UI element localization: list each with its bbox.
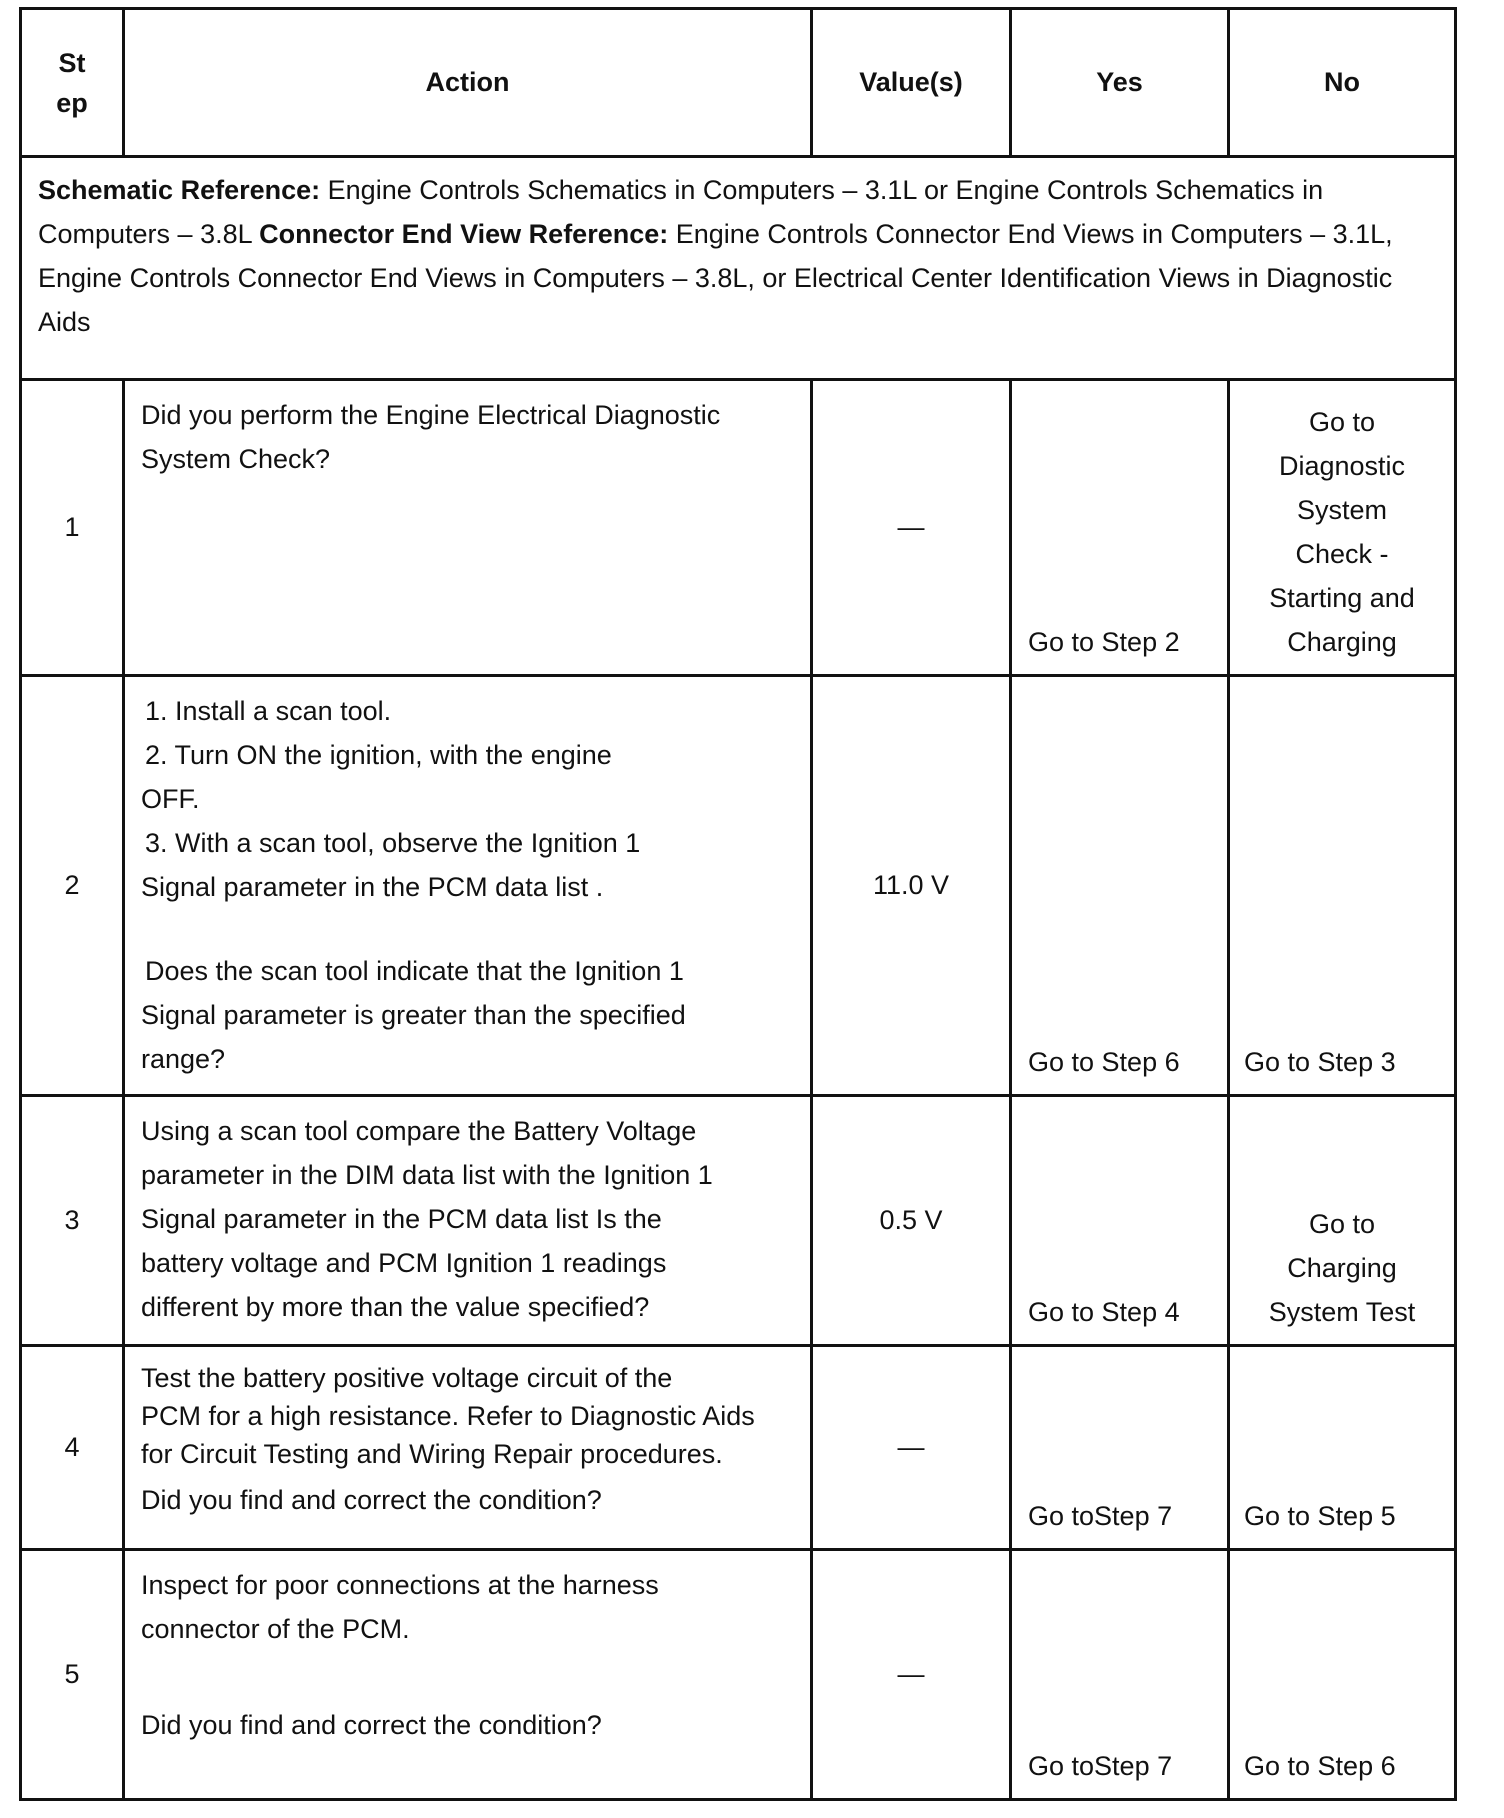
no-line: Go to (1308, 1209, 1376, 1239)
step-number: 4 (21, 1346, 124, 1550)
step-number: 3 (21, 1096, 124, 1346)
value-cell: 11.0 V (812, 676, 1011, 1096)
action-line: 3. With a scan tool, observe the Ignition 1 (145, 828, 641, 858)
action-cell (124, 1096, 812, 1346)
step-number: 5 (21, 1550, 124, 1800)
action-line: connector of the PCM. (141, 1614, 410, 1644)
reference-cell (21, 157, 1456, 380)
no-cell (1229, 1096, 1456, 1346)
schematic-reference-text: Engine Controls Schematics in Computers – 3.1L or Engine Controls Schematics in Computers – 3.8L (38, 175, 1324, 249)
action-line: Did you find and correct the condition? (141, 1710, 602, 1740)
header-yes: Yes (1011, 9, 1229, 157)
yes-cell: Go to Step 2 (1011, 380, 1229, 676)
action-line: range? (141, 1044, 226, 1074)
no-line: Check - (1295, 539, 1389, 569)
no-cell: Go to Step 3 (1229, 676, 1456, 1096)
no-cell: Go to Step 6 (1229, 1550, 1456, 1800)
yes-cell: Go to Step 4 (1011, 1096, 1229, 1346)
diagnostic-table (19, 7, 1457, 1801)
step-number: 1 (21, 380, 124, 676)
value-cell: — (812, 380, 1011, 676)
action-line: Does the scan tool indicate that the Ignition 1 (145, 956, 684, 986)
no-line: Go to (1308, 407, 1376, 437)
yes-cell: Go toStep 7 (1011, 1550, 1229, 1800)
schematic-reference-label: Schematic Reference: (38, 175, 321, 205)
no-line: Charging (1287, 1253, 1397, 1283)
action-line: parameter in the DIM data list with the Ignition 1 (141, 1160, 713, 1190)
yes-cell: Go to Step 6 (1011, 676, 1229, 1096)
action-line: Signal parameter in the PCM data list Is the (141, 1204, 662, 1234)
table-row (21, 1346, 1456, 1550)
action-line: Did you perform the Engine Electrical Diagnostic (141, 400, 721, 430)
header-step (21, 9, 124, 157)
header-step-line1: St (58, 47, 86, 78)
action-line: for Circuit Testing and Wiring Repair procedures. (141, 1439, 723, 1469)
no-line: Charging (1287, 627, 1397, 657)
action-line: Signal parameter is greater than the specified (141, 1000, 686, 1030)
action-line: Inspect for poor connections at the harness (141, 1570, 659, 1600)
action-line: Signal parameter in the PCM data list . (141, 872, 604, 902)
action-line: PCM for a high resistance. Refer to Diagnostic Aids (141, 1401, 755, 1431)
action-cell (124, 1346, 812, 1550)
header-action: Action (124, 9, 812, 157)
table-row (21, 1096, 1456, 1346)
no-line: System Test (1268, 1297, 1416, 1327)
action-line: Using a scan tool compare the Battery Voltage (141, 1116, 697, 1146)
yes-cell: Go toStep 7 (1011, 1346, 1229, 1550)
action-cell (124, 676, 812, 1096)
header-step-line2: ep (56, 87, 88, 118)
action-line: System Check? (141, 444, 331, 474)
value-cell: — (812, 1550, 1011, 1800)
action-line: 1. Install a scan tool. (145, 696, 392, 726)
header-row (21, 9, 1456, 157)
header-no: No (1229, 9, 1456, 157)
step-number: 2 (21, 676, 124, 1096)
action-cell (124, 380, 812, 676)
no-line: Diagnostic (1278, 451, 1406, 481)
table-row (21, 380, 1456, 676)
table-row (21, 1550, 1456, 1800)
action-line: 2. Turn ON the ignition, with the engine (145, 740, 612, 770)
table-row (21, 676, 1456, 1096)
connector-reference-text: Engine Controls Connector End Views in Computers – 3.1L, Engine Controls Connector End Views in Computers – 3.8L, or Electrical Center Identification Views in Diagnostic Aids (38, 219, 1393, 337)
no-line: System (1296, 495, 1388, 525)
spacer (141, 1651, 794, 1703)
connector-reference-label: Connector End View Reference: (259, 219, 669, 249)
no-line: Starting and (1269, 583, 1415, 613)
no-cell (1229, 380, 1456, 676)
action-cell (124, 1550, 812, 1800)
no-cell: Go to Step 5 (1229, 1346, 1456, 1550)
spacer (141, 909, 794, 949)
value-cell: — (812, 1346, 1011, 1550)
reference-row (21, 157, 1456, 380)
action-line: OFF. (141, 784, 200, 814)
action-line: battery voltage and PCM Ignition 1 readings (141, 1248, 667, 1278)
header-values: Value(s) (812, 9, 1011, 157)
action-line: Did you find and correct the condition? (141, 1485, 602, 1515)
action-line: Test the battery positive voltage circuit of the (141, 1363, 673, 1393)
value-cell: 0.5 V (812, 1096, 1011, 1346)
action-line: different by more than the value specified? (141, 1292, 650, 1322)
